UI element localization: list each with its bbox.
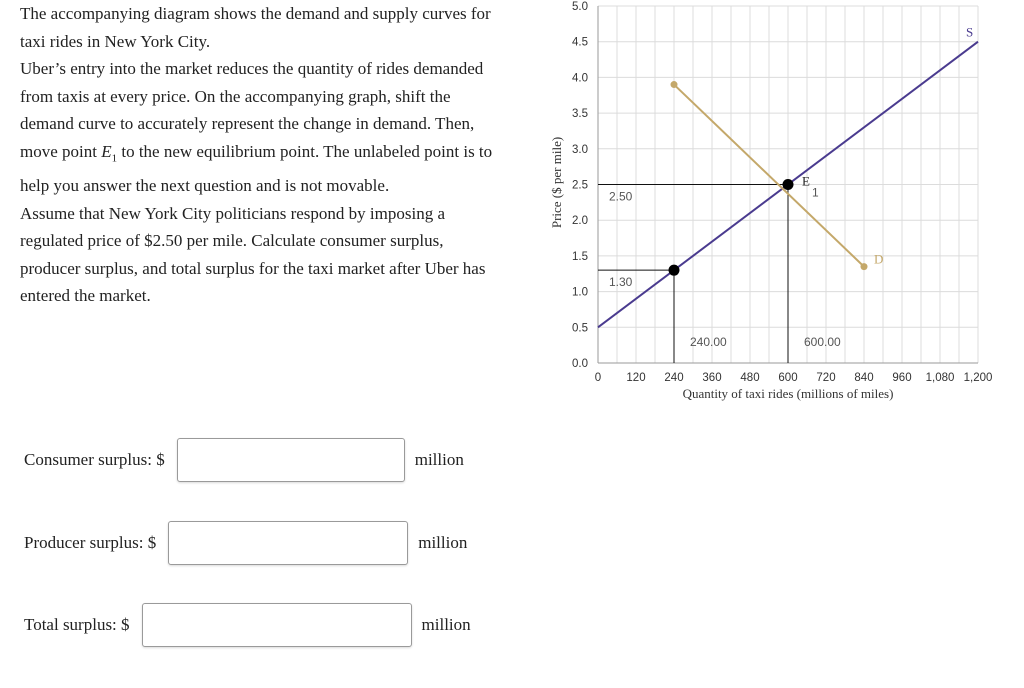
producer-surplus-input[interactable] [168, 521, 408, 565]
y-tick-label: 0.0 [572, 358, 588, 370]
y-tick-label: 3.0 [572, 143, 588, 156]
quantity-guide-label: 600.00 [804, 335, 841, 349]
x-tick-label: 360 [702, 372, 722, 384]
consumer-surplus-row [24, 437, 464, 483]
x-tick-label: 120 [626, 372, 646, 384]
total-surplus-row [24, 602, 471, 648]
y-tick-label: 3.5 [572, 108, 588, 121]
consumer-surplus-input[interactable] [177, 438, 405, 482]
producer-surplus-label: Producer surplus: $ [24, 533, 157, 552]
consumer-surplus-label: Consumer surplus: $ [24, 450, 165, 469]
demand-handle-bottom[interactable] [861, 263, 868, 270]
instruction-part2: to the new equilibrium point. The unlabeled point is to help you answer the next question and is not movable. [20, 141, 493, 196]
x-axis-title: Quantity of taxi rides (millions of miles) [682, 386, 894, 401]
question-followup: Assume that New York City politicians respond by imposing a regulated price of $2.50 per mile. Calculate consumer surplus, producer surplus, and total surplus for the taxi market after Uber has entered the market. [20, 203, 486, 306]
x-tick-label: 240 [664, 372, 684, 384]
total-surplus-unit: million [421, 615, 471, 634]
x-tick-label: 960 [892, 372, 912, 384]
question-intro: The accompanying diagram shows the demand and supply curves for taxi rides in New York City. [20, 4, 491, 51]
y-tick-label: 2.5 [572, 179, 588, 192]
y-tick-label: 1.0 [572, 286, 588, 299]
x-tick-label: 1,200 [963, 372, 993, 384]
e1-subscript: 1 [812, 185, 819, 200]
unlabeled-point [669, 265, 680, 276]
e1-symbol: $E_1$ [101, 141, 118, 164]
price-guide-label: 2.50 [609, 189, 633, 204]
quantity-guide-label: 240.00 [690, 335, 727, 349]
e1-label: E [802, 173, 810, 189]
question-text [20, 0, 500, 310]
producer-surplus-row [24, 520, 467, 566]
y-axis-title: Price ($ per mile) [549, 136, 564, 229]
price-guide-label: 1.30 [609, 275, 633, 290]
x-tick-label: 0 [594, 372, 602, 384]
producer-surplus-unit: million [418, 533, 468, 552]
question-instruction [20, 55, 500, 200]
supply-label: S [966, 24, 974, 40]
demand-handle-top[interactable] [671, 81, 678, 88]
y-tick-label: 4.5 [572, 36, 588, 49]
equilibrium-point-e1[interactable] [783, 179, 794, 190]
y-tick-label: 0.5 [572, 322, 588, 335]
y-tick-label: 2.0 [572, 215, 588, 228]
chart-guides [598, 185, 841, 364]
x-tick-label: 1,080 [925, 372, 955, 384]
instruction-part1: Uber’s entry into the market reduces the quantity of rides demanded from taxis at every price. On the accompanying graph, shift the demand curve to accurately represent the change in demand. Then, move point [20, 59, 484, 161]
x-tick-label: 720 [816, 372, 836, 384]
y-tick-label: 5.0 [572, 1, 588, 13]
chart-points[interactable] [669, 174, 820, 276]
x-tick-label: 840 [854, 372, 874, 384]
demand-label: D [874, 251, 884, 267]
x-tick-label: 600 [778, 372, 798, 384]
y-tick-label: 1.5 [572, 250, 588, 263]
supply-demand-graph[interactable] [540, 0, 1020, 420]
x-tick-label: 480 [740, 372, 760, 384]
total-surplus-input[interactable] [142, 603, 412, 647]
consumer-surplus-unit: million [414, 450, 464, 469]
y-tick-label: 4.0 [572, 72, 588, 85]
total-surplus-label: Total surplus: $ [24, 615, 130, 634]
